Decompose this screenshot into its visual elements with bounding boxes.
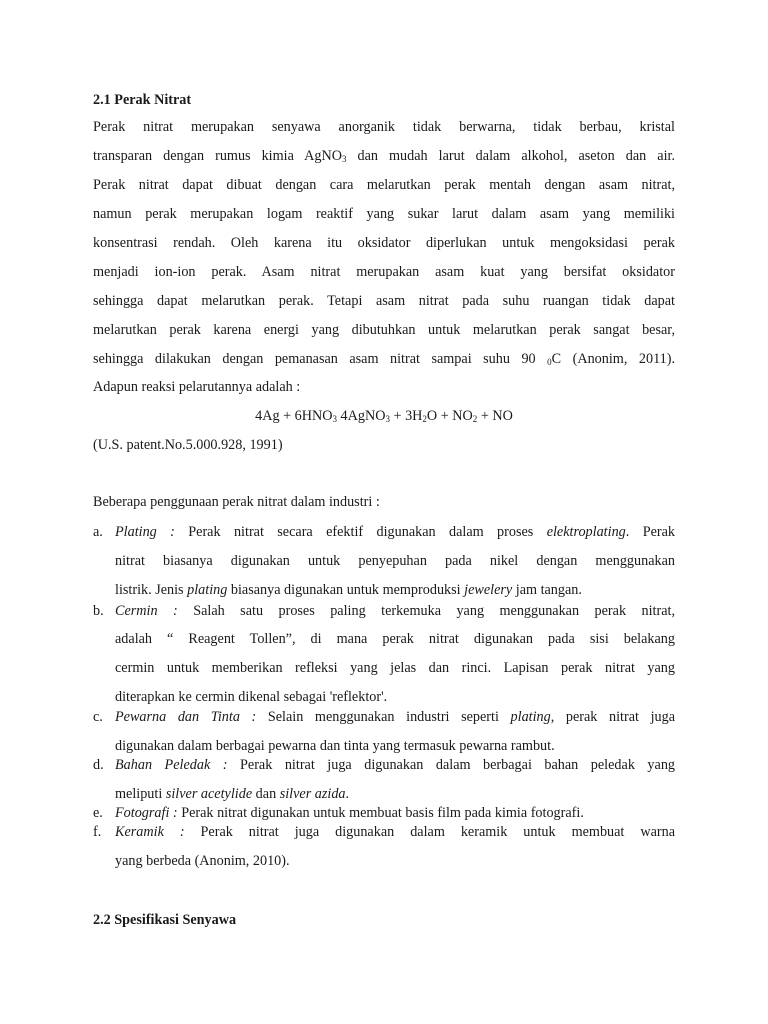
paragraph-line: sehingga dapat melarutkan perak. Tetapi asam nitrat pada suhu ruangan tidak dapat <box>93 293 675 309</box>
list-item-line: digunakan dalam berbagai pewarna dan tinta yang termasuk pewarna rambut. <box>115 738 555 754</box>
list-marker: a. <box>93 524 103 540</box>
paragraph-line: sehingga dilakukan dengan pemanasan asam nitrat sampai suhu 90 0C (Anonim, 2011). <box>93 351 675 367</box>
list-item-line: cermin untuk memberikan refleksi yang jelas dan rinci. Lapisan perak nitrat yang <box>115 660 675 676</box>
citation: (U.S. patent.No.5.000.928, 1991) <box>93 437 283 453</box>
section-heading-perak-nitrat: 2.1 Perak Nitrat <box>93 92 192 108</box>
list-item: f. Keramik : Perak nitrat juga digunakan dalam keramik untuk membuat warna <box>93 824 675 840</box>
section-heading-spesifikasi-senyawa: 2.2 Spesifikasi Senyawa <box>93 912 237 928</box>
list-item-line: nitrat biasanya digunakan untuk penyepuhan pada nikel dengan menggunakan <box>115 553 675 569</box>
paragraph-line: Perak nitrat merupakan senyawa anorganik tidak berwarna, tidak berbau, kristal <box>93 119 675 135</box>
paragraph-line: Perak nitrat dapat dibuat dengan cara melarutkan perak mentah dengan asam nitrat, <box>93 177 675 193</box>
list-item: b. Cermin : Salah satu proses paling terkemuka yang menggunakan perak nitrat, <box>93 603 675 619</box>
list-marker: c. <box>93 709 103 725</box>
list-intro: Beberapa penggunaan perak nitrat dalam industri : <box>93 494 380 510</box>
list-item: a. Plating : Perak nitrat secara efektif digunakan dalam proses elektroplating. Perak <box>93 524 675 540</box>
list-item: e. Fotografi : Perak nitrat digunakan untuk membuat basis film pada kimia fotografi. <box>93 805 584 821</box>
list-marker: e. <box>93 805 103 821</box>
list-item-line: yang berbeda (Anonim, 2010). <box>115 853 290 869</box>
paragraph-line: menjadi ion-ion perak. Asam nitrat merupakan asam kuat yang bersifat oksidator <box>93 264 675 280</box>
list-item-line: listrik. Jenis plating biasanya digunakan untuk memproduksi jewelery jam tangan. <box>115 582 582 598</box>
list-marker: d. <box>93 757 104 773</box>
paragraph-line: transparan dengan rumus kimia AgNO$_3$ dan mudah larut dalam alkohol, aseton dan air. <box>93 148 675 164</box>
list-item-line: diterapkan ke cermin dikenal sebagai 'reflektor'. <box>115 689 388 705</box>
list-item-line: meliputi silver acetylide dan silver azida. <box>115 786 350 802</box>
list-marker: b. <box>93 603 104 619</box>
reaction-equation: $4Ag + 6HNO_3$ 4AgNO$_3$ + $3H_2O + NO_2$ + NO <box>255 408 513 424</box>
list-marker: f. <box>93 824 102 840</box>
list-item: d. Bahan Peledak : Perak nitrat juga digunakan dalam berbagai bahan peledak yang <box>93 757 676 773</box>
list-item: c. Pewarna dan Tinta : Selain menggunakan industri seperti plating, perak nitrat juga <box>93 709 675 725</box>
paragraph-line: namun perak merupakan logam reaktif yang sukar larut dalam asam yang memiliki <box>93 206 675 222</box>
paragraph-line: konsentrasi rendah. Oleh karena itu oksidator diperlukan untuk mengoksidasi perak <box>93 235 675 251</box>
list-item-line: adalah “ Reagent Tollen”, di mana perak nitrat digunakan pada sisi belakang <box>115 631 675 647</box>
paragraph-line: Adapun reaksi pelarutannya adalah : <box>93 379 301 395</box>
paragraph-line: melarutkan perak karena energi yang dibutuhkan untuk melarutkan perak sangat besar, <box>93 322 675 338</box>
